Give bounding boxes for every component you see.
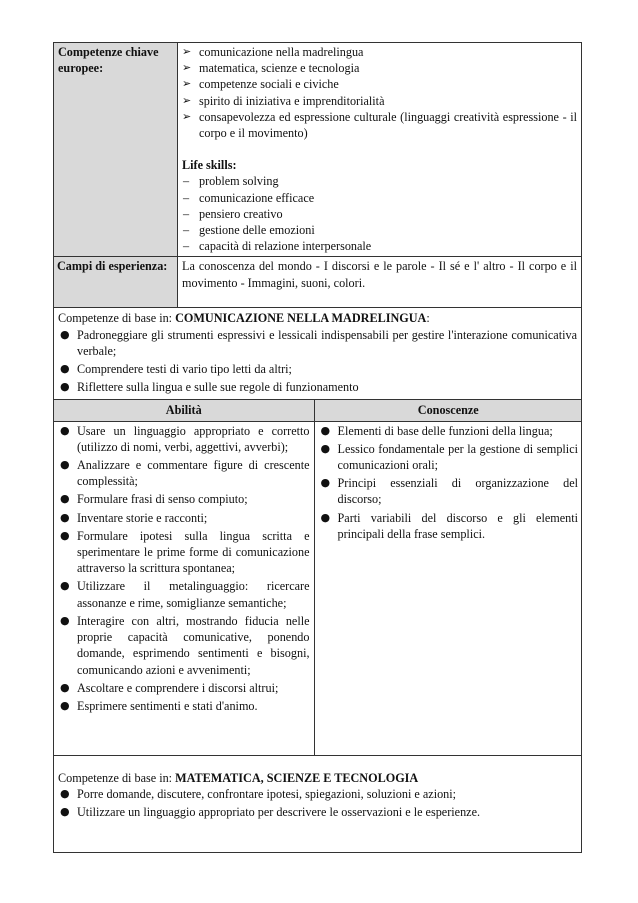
abilita-list [58,423,310,714]
abilita-conoscenze-row [54,400,582,755]
arrow-bullet-icon: ➢ [182,93,192,107]
sezione1-title: COMUNICAZIONE NELLA MADRELINGUA [175,311,427,326]
dash-bullet-icon: – [183,206,190,221]
list-item: ● Comprendere testi di vario tipo letti da altri; [60,362,292,377]
sezione1-list [58,327,577,396]
list-item: ● Utilizzare il metalinguaggio: ricercare assonanze e rime, somiglianze semantiche; [60,579,310,610]
bullet-icon: ● [60,380,70,394]
bullet-icon: ● [60,786,70,800]
list-item: ● Ascoltare e comprendere i discorsi altrui; [60,680,279,695]
life-skills-list [182,173,577,254]
conoscenze-column [314,421,582,755]
list-item: ➢ comunicazione nella madrelingua [182,45,364,59]
conoscenze-header: Conoscenze [314,400,582,421]
bullet-icon: ● [60,510,70,524]
bullet-icon: ● [320,441,331,455]
table-header-row [54,400,582,421]
list-item: ● Principi essenziali di organizzazione del discorso; [320,476,578,507]
arrow-bullet-icon: ➢ [182,61,192,75]
list-item: ➢ spirito di iniziativa e imprenditorialità [182,93,385,108]
sezione1-row [54,308,582,400]
sezione1-suffix: : [426,311,430,326]
list-item: ● Parti variabili del discorso e gli elementi principali della frase semplici. [320,510,578,541]
bullet-icon: ● [60,423,70,437]
list-item: ● Esprimere sentimenti e stati d'animo. [60,698,258,713]
competenze-chiave-content [178,43,582,257]
list-item: ● Formulare frasi di senso compiuto; [60,492,248,507]
list-item: ● Lessico fondamentale per la gestione di semplici comunicazioni orali; [320,441,578,473]
list-item: ● Riflettere sulla lingua e sulle sue regole di funzionamento [60,380,359,395]
bullet-icon: ● [60,327,70,341]
conoscenze-list [319,423,579,542]
campi-row [54,257,582,308]
list-item: – pensiero creativo [183,206,283,221]
abilita-conoscenze-table [54,400,582,754]
bullet-icon: ● [60,613,70,627]
dash-bullet-icon: – [183,174,190,189]
sezione1-heading [58,310,577,326]
dash-bullet-icon: – [183,190,190,205]
arrow-bullet-icon: ➢ [182,77,192,91]
bullet-icon: ● [60,458,70,472]
list-item: – comunicazione efficace [183,190,315,205]
sezione2-cell [54,755,582,852]
list-item: ● Porre domande, discutere, confrontare ipotesi, spiegazioni, soluzioni e azioni; [60,786,457,801]
abilita-conoscenze-cell [54,400,582,755]
sezione2-prefix: Competenze di base in: [58,770,173,785]
competenze-chiave-list [182,44,577,141]
list-item: ● Interagire con altri, mostrando fiducia nelle proprie capacità comunicative, ponendo domande, esprimendo sentimenti e bisogni, comunicando azioni e avvenimenti; [60,613,310,677]
list-item: ● Elementi di base delle funzioni della lingua; [320,423,553,438]
list-item: ➢ matematica, scienze e tecnologia [182,61,360,76]
list-item: ➢ competenze sociali e civiche [182,77,339,92]
campi-label: Campi di esperienza: [54,257,178,308]
bullet-icon: ● [320,476,331,490]
sezione2-list [58,786,577,820]
list-item: ● Inventare storie e racconti; [60,510,208,525]
campi-value: La conoscenza del mondo - I discorsi e le parole - Il sé e l' altro - Il corpo e il movimento - Immagini, suoni, colori. [178,257,582,308]
dash-bullet-icon: – [183,239,190,254]
bullet-icon: ● [60,362,70,376]
list-item: ● Analizzare e commentare figure di crescente complessità; [60,458,310,489]
abilita-column [54,421,314,755]
list-item: – problem solving [183,174,279,189]
sezione2-title: MATEMATICA, SCIENZE E TECNOLOGIA [175,770,419,785]
list-item: – gestione delle emozioni [183,223,315,238]
bullet-icon: ● [320,510,331,524]
bullet-icon: ● [60,528,70,542]
abilita-header: Abilità [54,400,314,421]
competenze-chiave-label: Competenze chiave europee: [54,43,178,257]
dash-bullet-icon: – [183,223,190,238]
life-skills-title: Life skills: [182,158,237,173]
list-item: ● Utilizzare un linguaggio appropriato per descrivere le osservazioni e le esperienze. [60,805,481,820]
list-item: ● Formulare ipotesi sulla lingua scritta e sperimentare le prime forme di comunicazione attraverso la scrittura spontanea; [60,528,310,576]
sezione1-cell [54,308,582,400]
bullet-icon: ● [60,579,70,593]
sezione2-heading [58,770,577,786]
list-item: – capacità di relazione interpersonale [183,239,372,254]
bullet-icon: ● [60,805,70,819]
bullet-icon: ● [320,423,331,437]
document-table [53,42,582,853]
bullet-icon: ● [60,698,70,712]
arrow-bullet-icon: ➢ [182,109,192,123]
arrow-bullet-icon: ➢ [182,45,192,58]
table-body-row [54,421,582,755]
list-item: ● Usare un linguaggio appropriato e corretto (utilizzo di nomi, verbi, aggettivi, avverbi); [60,423,310,454]
sezione2-row [54,755,582,852]
list-item: ➢ consapevolezza ed espressione culturale (linguaggi creatività espressione - il corpo e il movimento) [182,109,577,141]
sezione1-prefix: Competenze di base in: [58,311,173,326]
bullet-icon: ● [60,492,70,506]
bullet-icon: ● [60,680,70,694]
list-item: ● Padroneggiare gli strumenti espressivi e lessicali indispensabili per gestire l'interazione comunicativa verbale; [60,327,577,358]
competenze-chiave-row [54,43,582,257]
